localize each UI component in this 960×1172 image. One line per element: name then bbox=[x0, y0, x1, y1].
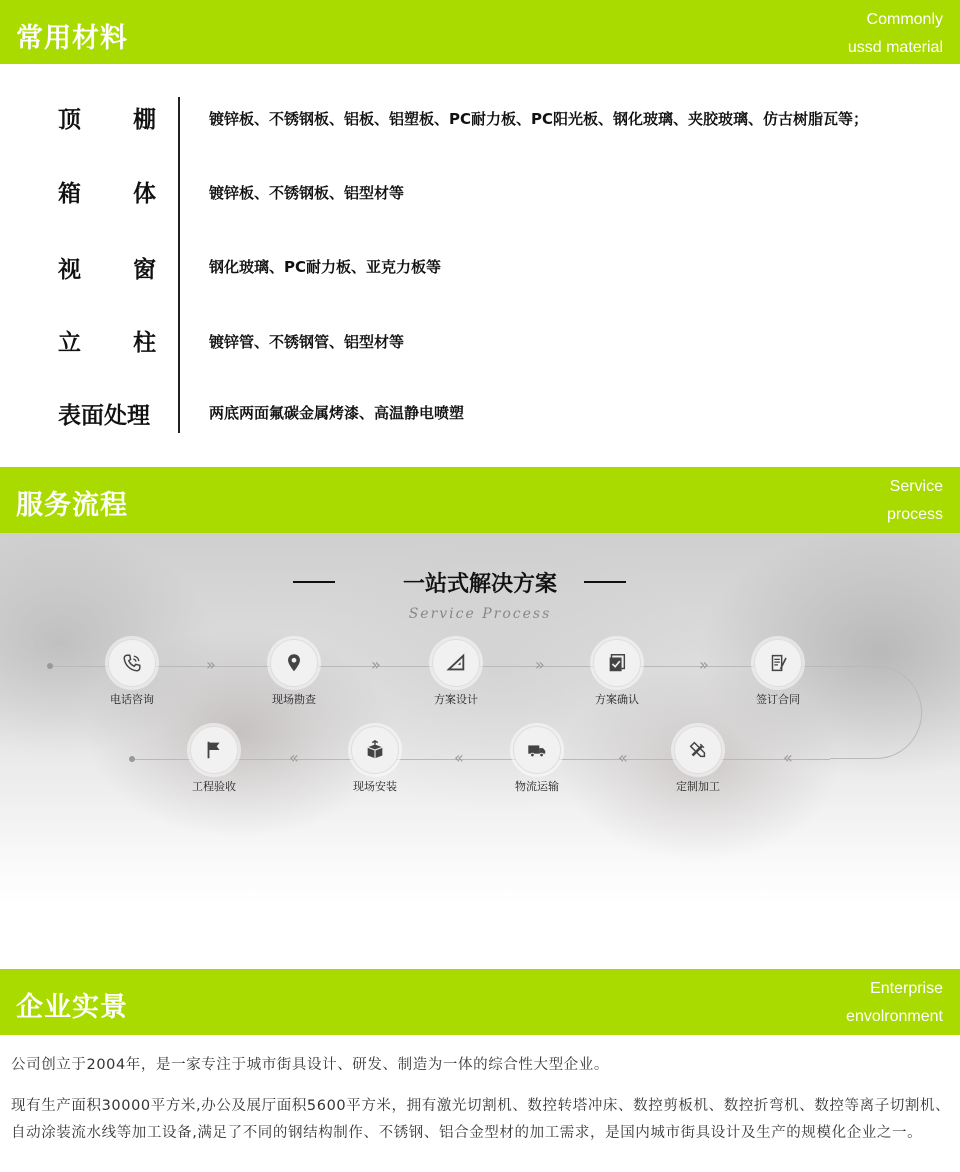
location-pin-icon bbox=[270, 639, 318, 687]
chevron-left-icon: « bbox=[783, 748, 793, 767]
step-label: 签订合同 bbox=[756, 693, 800, 706]
process-step-installation bbox=[320, 726, 430, 794]
material-label-window: 视 窗 bbox=[58, 257, 156, 283]
material-value-roof: 镀锌板、不锈钢板、铝板、铝塑板、PC耐力板、PC阳光板、钢化玻璃、夹胶玻璃、仿古树脂瓦等； bbox=[209, 110, 869, 128]
material-value-window: 钢化玻璃、PC耐力板、亚克力板等 bbox=[209, 258, 442, 276]
step-label: 电话咨询 bbox=[110, 693, 154, 706]
material-label-box: 箱 体 bbox=[58, 181, 156, 207]
chevron-left-icon: « bbox=[289, 748, 299, 767]
step-label: 方案确认 bbox=[595, 693, 639, 706]
step-label: 方案设计 bbox=[434, 693, 478, 706]
process-step-confirm bbox=[562, 639, 672, 707]
material-label-roof: 顶 棚 bbox=[58, 107, 156, 133]
enterprise-paragraph-detail: 现有生产面积30000平方米,办公及展厅面积5600平方米，拥有激光切割机、数控转塔冲床、数控剪板机、数控折弯机、数控等离子切割机、自动涂装流水线等加工设备,满足了不同的钢结构制作、不锈钢、铝合金型材的加工需求，是国内城市街具设计及生产的规模化企业之一。 bbox=[11, 1098, 951, 1141]
process-step-phone-consult bbox=[77, 639, 187, 707]
chevron-right-icon: » bbox=[535, 655, 545, 674]
section-title: 常用材料 bbox=[16, 23, 128, 54]
enterprise-paragraph-intro: 公司创立于2004年，是一家专注于城市街具设计、研发、制造为一体的综合性大型企业。 bbox=[11, 1057, 609, 1073]
section-title: 企业实景 bbox=[16, 992, 128, 1023]
material-label-surface: 表面处理 bbox=[58, 403, 150, 429]
section-header-enterprise bbox=[0, 969, 960, 1035]
section-header-materials bbox=[0, 0, 960, 64]
chevron-left-icon: « bbox=[618, 748, 628, 767]
step-label: 物流运输 bbox=[515, 780, 559, 793]
material-value-surface: 两底两面氟碳金属烤漆、高温静电喷塑 bbox=[209, 404, 465, 422]
service-process-panel bbox=[0, 533, 960, 969]
chevron-left-icon: « bbox=[454, 748, 464, 767]
section-subtitle-en: Enterprise envolronment bbox=[846, 980, 943, 1025]
step-label: 工程验收 bbox=[192, 780, 236, 793]
flow-line-curve bbox=[830, 666, 922, 759]
flow-end-dot bbox=[129, 756, 135, 762]
material-label-column: 立 柱 bbox=[58, 330, 156, 356]
flag-icon bbox=[190, 726, 238, 774]
process-step-logistics bbox=[482, 726, 592, 794]
flow-start-dot bbox=[47, 663, 53, 669]
process-step-acceptance bbox=[159, 726, 269, 794]
process-step-design bbox=[401, 639, 511, 707]
heading-dash-right bbox=[584, 581, 626, 583]
process-step-custom-processing bbox=[643, 726, 753, 794]
set-square-icon bbox=[432, 639, 480, 687]
materials-divider bbox=[178, 97, 180, 433]
section-title: 服务流程 bbox=[16, 490, 128, 521]
package-icon bbox=[351, 726, 399, 774]
process-step-site-survey bbox=[239, 639, 349, 707]
contract-sign-icon bbox=[754, 639, 802, 687]
step-label: 现场勘查 bbox=[272, 693, 316, 706]
truck-icon bbox=[513, 726, 561, 774]
step-label: 定制加工 bbox=[676, 780, 720, 793]
checked-document-icon bbox=[593, 639, 641, 687]
material-value-box: 镀锌板、不锈钢板、铝型材等 bbox=[209, 184, 405, 202]
phone-icon bbox=[108, 639, 156, 687]
chevron-right-icon: » bbox=[699, 655, 709, 674]
process-step-contract bbox=[723, 639, 833, 707]
section-subtitle-en: Commonly ussd material bbox=[847, 11, 943, 56]
tools-icon bbox=[674, 726, 722, 774]
section-subtitle-en: Service process bbox=[886, 478, 943, 523]
chevron-right-icon: » bbox=[371, 655, 381, 674]
chevron-right-icon: » bbox=[206, 655, 216, 674]
process-heading: 一站式解决方案 bbox=[402, 572, 557, 597]
step-label: 现场安装 bbox=[353, 780, 397, 793]
section-header-service bbox=[0, 467, 960, 533]
material-value-column: 镀锌管、不锈钢管、铝型材等 bbox=[209, 333, 405, 351]
process-subheading: Service Process bbox=[408, 606, 552, 622]
